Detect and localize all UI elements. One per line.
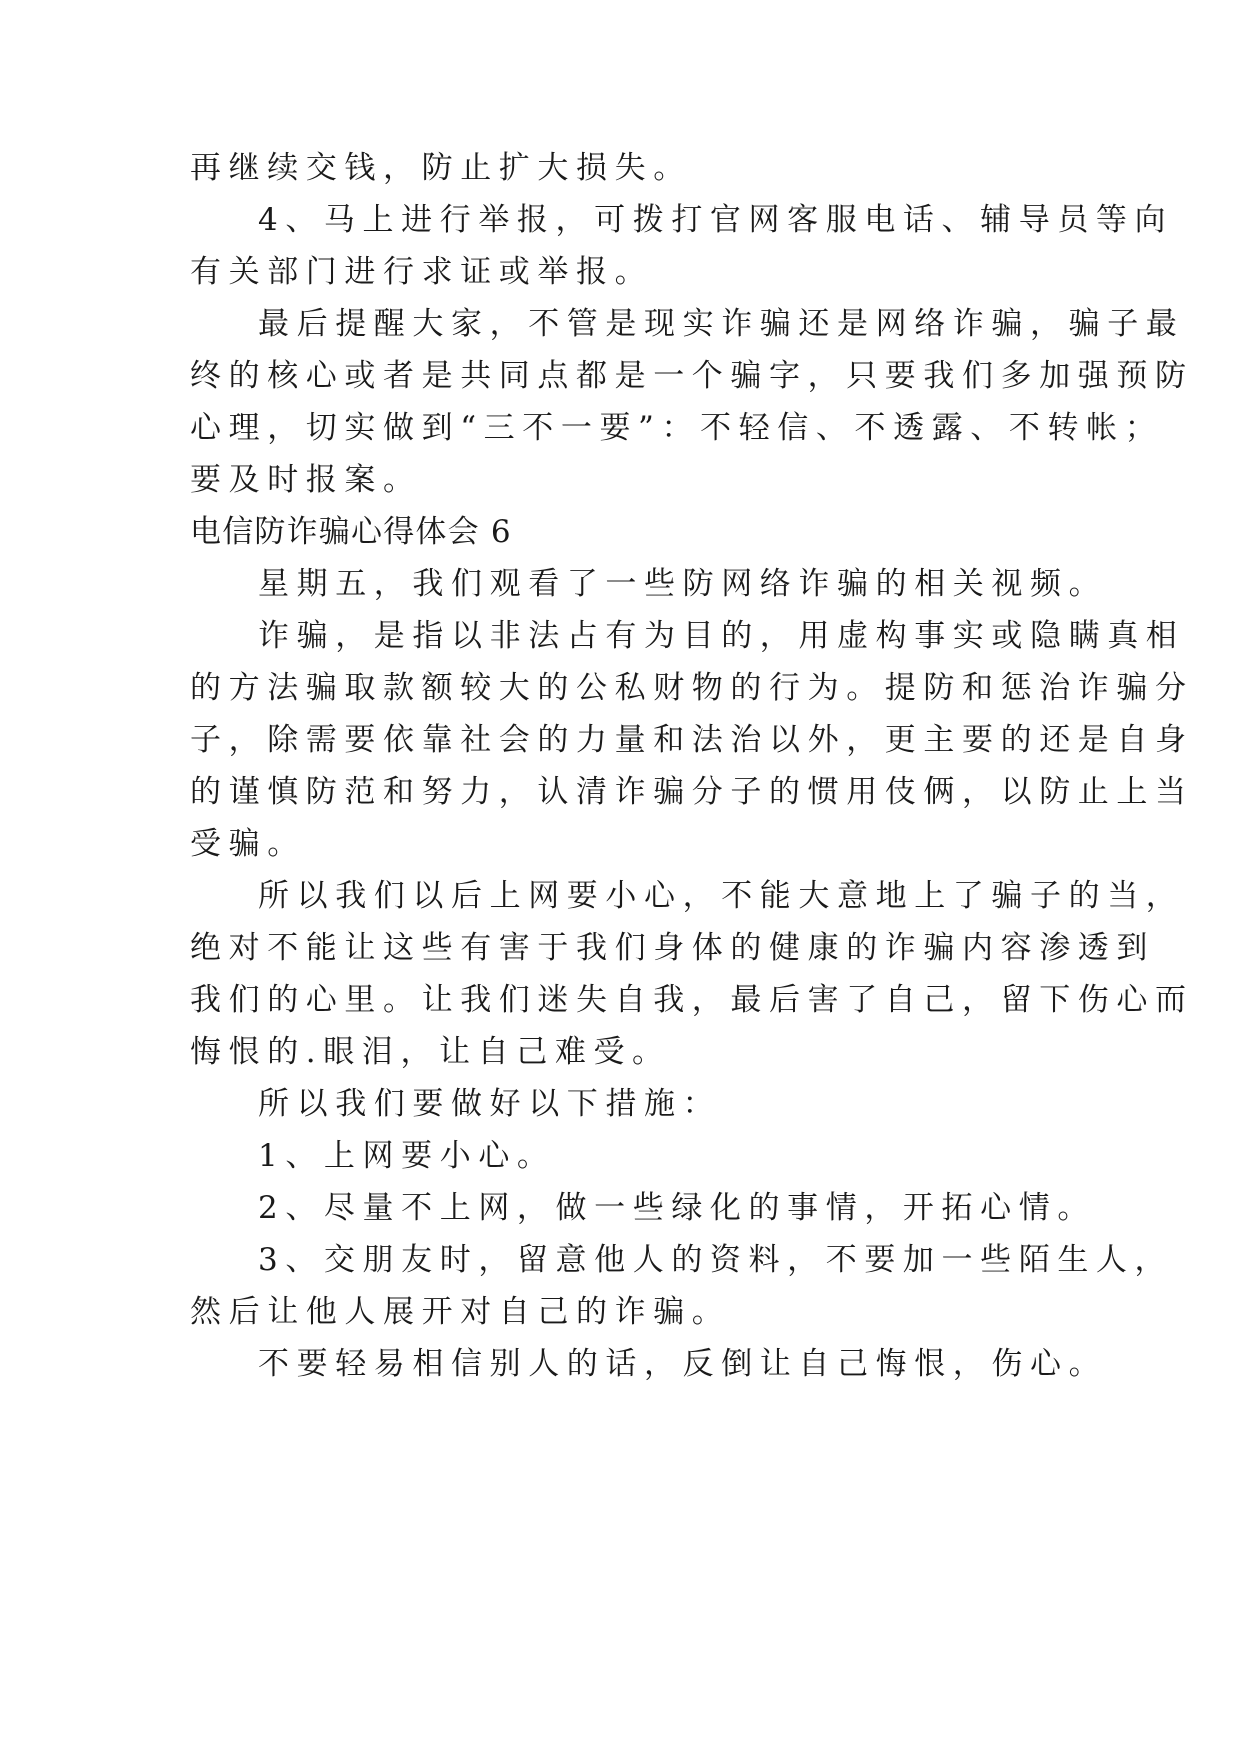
text-line: 星期五，我们观看了一些防网络诈骗的相关视频。 [258, 566, 1108, 602]
text-line: 诈骗，是指以非法占有为目的，用虚构事实或隐瞒真相 [258, 618, 1185, 654]
text-line: 1、上网要小心。 [258, 1138, 556, 1174]
text-line: 子，除需要依靠社会的力量和法治以外，更主要的还是自身 [190, 722, 1194, 758]
text-line: 的谨慎防范和努力，认清诈骗分子的惯用伎俩，以防止上当 [190, 774, 1194, 810]
text-line: 不要轻易相信别人的话，反倒让自己悔恨，伤心。 [258, 1346, 1108, 1382]
text-line: 要及时报案。 [190, 462, 422, 498]
text-line: 所以我们要做好以下措施： [258, 1086, 722, 1122]
text-line: 2、尽量不上网，做一些绿化的事情，开拓心情。 [258, 1190, 1096, 1226]
text-line: 我们的心里。让我们迷失自我，最后害了自己，留下伤心而 [190, 982, 1194, 1018]
text-line: 最后提醒大家，不管是现实诈骗还是网络诈骗，骗子最 [258, 306, 1185, 342]
text-line: 4、马上进行举报，可拨打官网客服电话、辅导员等向 [258, 202, 1174, 238]
text-line: 终的核心或者是共同点都是一个骗字，只要我们多加强预防 [190, 358, 1194, 394]
text-line: 然后让他人展开对自己的诈骗。 [190, 1294, 731, 1330]
text-line: 悔恨的.眼泪，让自己难受。 [190, 1034, 671, 1070]
text-line: 心理，切实做到“三不一要”：不轻信、不透露、不转帐； [190, 410, 1164, 446]
text-line: 绝对不能让这些有害于我们身体的健康的诈骗内容渗透到 [190, 930, 1155, 966]
text-line: 受骗。 [190, 826, 306, 862]
text-line: 再继续交钱，防止扩大损失。 [190, 150, 692, 186]
text-line: 的方法骗取款额较大的公私财物的行为。提防和惩治诈骗分 [190, 670, 1194, 706]
text-line: 3、交朋友时，留意他人的资料，不要加一些陌生人， [258, 1242, 1174, 1278]
section-heading: 电信防诈骗心得体会 6 [190, 514, 512, 550]
text-line: 有关部门进行求证或举报。 [190, 254, 654, 290]
text-line: 所以我们以后上网要小心，不能大意地上了骗子的当， [258, 878, 1185, 914]
